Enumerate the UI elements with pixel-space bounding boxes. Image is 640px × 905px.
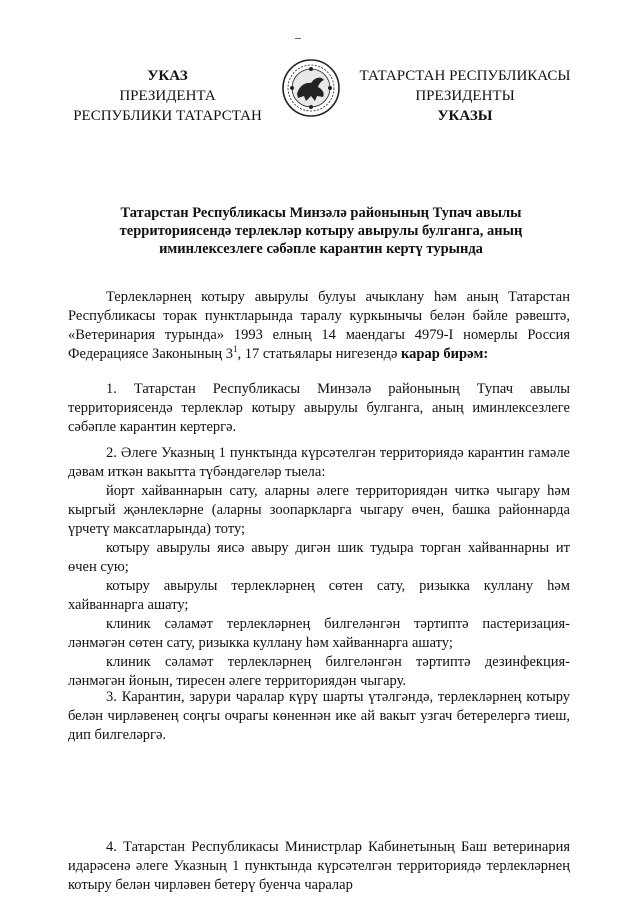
paragraph-4 <box>68 838 570 895</box>
paragraph-2-item: котыру авырулы яисә авыру дигән шик тудыра торган хайваннарны ит өчен сую; <box>68 540 570 575</box>
intro-bold: карар бирәм: <box>401 346 489 362</box>
paragraph-2 <box>68 444 570 691</box>
decree-title-line3: иминлексезлеге сәбәпле карантин кертү турында <box>159 241 483 257</box>
paragraph-2-item: йорт хайваннарын сату, аларны әлеге территориядән читкә чыгару һәм кыргый җәнлекләрне (аларны зоопаркларга чыгару өчен, башка районнарда үрчетү максатларында) тоту; <box>68 483 570 537</box>
decree-title-line1: Татарстан Республикасы Минзәлә районының Тупач авылы <box>120 205 522 221</box>
decree-title <box>100 204 542 258</box>
scan-mark <box>295 38 301 39</box>
paragraph-2-item: котыру авырулы терлекләрнең сөтен сату, ризыкка куллану һәм хайваннарга ашату; <box>68 578 570 613</box>
paragraph-1-text: 1. Татарстан Республикасы Минзәлә районының Тупач авылы территориясендә терлекләр котыру авырулы булганга, аның иминлексезлеге сәбәпле карантин кертергә. <box>68 381 570 435</box>
decree-title-line2: территориясендә терлекләр котыру авырулы булганга, аның <box>119 223 523 239</box>
intro-superscript: 1 <box>232 344 238 355</box>
intro-paragraph <box>68 288 570 364</box>
header-left-line2: ПРЕЗИДЕНТА <box>119 88 216 104</box>
header-left-line3: РЕСПУБЛИКИ ТАТАРСТАН <box>73 108 262 124</box>
header-right-line2: ПРЕЗИДЕНТЫ <box>415 88 515 104</box>
tatarstan-coat-of-arms-icon <box>281 58 341 118</box>
header-left <box>60 66 275 126</box>
paragraph-3 <box>68 688 570 745</box>
header-left-line1: УКАЗ <box>147 68 188 84</box>
header-right <box>355 66 575 126</box>
header-right-line3: УКАЗЫ <box>437 108 493 124</box>
paragraph-4-text: 4. Татарстан Республикасы Министрлар Кабинетының Баш ветеринария идарәсенә әлеге Указның 1 пунктында күрсәтелгән территориядә терлекләрнең котыру белән чирләвен бетерү буенча чаралар <box>68 839 570 893</box>
paragraph-1 <box>68 380 570 437</box>
paragraph-2-item: клиник сәламәт терлекләрнең билгеләнгән тәртиптә пастеризация-ләнмәгән сөтен сату, ризыкка куллану һәм хайваннарга ашату; <box>68 616 570 651</box>
intro-text-a: Терлекләрнең котыру авырулы булуы ачыклану һәм аның Татарстан Республикасы торак пунктларында таралу куркынычы белән бәйле рәвештә, «Ветеринария турында» 1993 елның 14 маендагы 4979-I номерлы Россия Федерациясе Законының 3 <box>68 289 570 362</box>
paragraph-2-item: клиник сәламәт терлекләрнең билгеләнгән тәртиптә дезинфекция-ләнмәгән йонын, тиресен әлеге территориядән чыгару. <box>68 654 570 689</box>
intro-text-b: , 17 статьялары нигезендә <box>237 346 402 362</box>
paragraph-2-lead: 2. Әлеге Указның 1 пунктында күрсәтелгән территориядә карантин гамәле дәвам иткән вакытта түбәндәгеләр тыела: <box>68 445 570 480</box>
paragraph-3-text: 3. Карантин, зарури чаралар күрү шарты үтәлгәндә, терлекләрнең котыру белән чирләвенең соңгы очрагы көненнән ике ай вакыт узгач бетерелергә тиеш, дип билгеләргә. <box>68 689 570 743</box>
header-right-line1: ТАТАРСТАН РЕСПУБЛИКАСЫ <box>359 68 571 84</box>
